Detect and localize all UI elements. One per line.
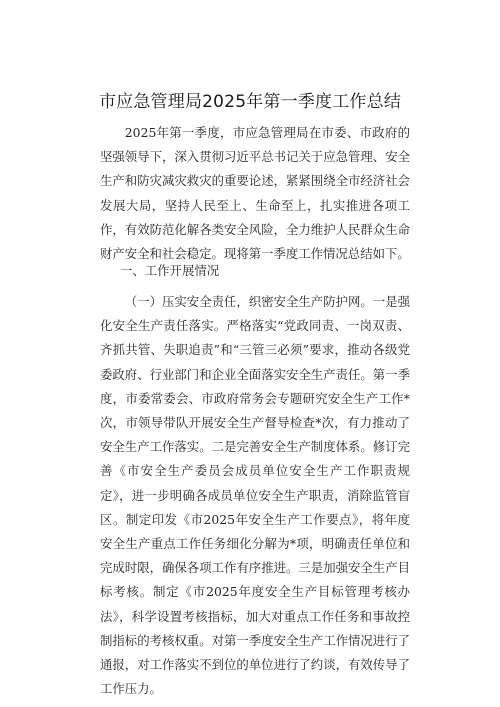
intro-paragraph: 2025年第一季度，市应急管理局在市委、市政府的坚强领导下，深入贯彻习近平总书记关于应急管理、安全生产和防灾减灾救灾的重要论述，紧紧围绕全市经济社会发展大局，坚持人民至上、生命至上，扎实推进各项工作，有效防范化解各类安全风险，全力维护人民群众生命财产安全和社会稳定。现将第一季度工作情况总结如下。 [100, 125, 410, 262]
section-paragraph: （一）压实安全责任，织密安全生产防护网。一是强化安全生产责任落实。严格落实“党政同责、一岗双责、齐抓共管、失职追责”和“三管三必须”要求，推动各级党委政府、行业部门和企业全面落实安全生产责任。第一季度，市委常委会、市政府常务会专题研究安全生产工作*次，市领导带队开展安全生产督导检查*次，有力推动了安全生产工作落实。二是完善安全生产制度体系。修订完善《市安全生产委员会成员单位安全生产工作职责规定》，进一步明确各成员单位安全生产职责，消除监管盲区。制定印发《市2025年安全生产工作要点》，将年度安全生产重点工作任务细化分解为*项，明确责任单位和完成时限，确保各项工作有序推进。三是加强安全生产目标考核。制定《市2025年度安全生产目标管理考核办法》，科学设置考核指标，加大对重点工作任务和事故控制指标的考核权重。对第一季度安全生产工作情况进行了通报，对工作落实不到位的单位进行了约谈，有效传导了工作压力。 [100, 294, 410, 697]
section-heading: 一、工作开展情况 [120, 263, 220, 278]
document-title: 市应急管理局2025年第一季度工作总结 [98, 92, 402, 112]
